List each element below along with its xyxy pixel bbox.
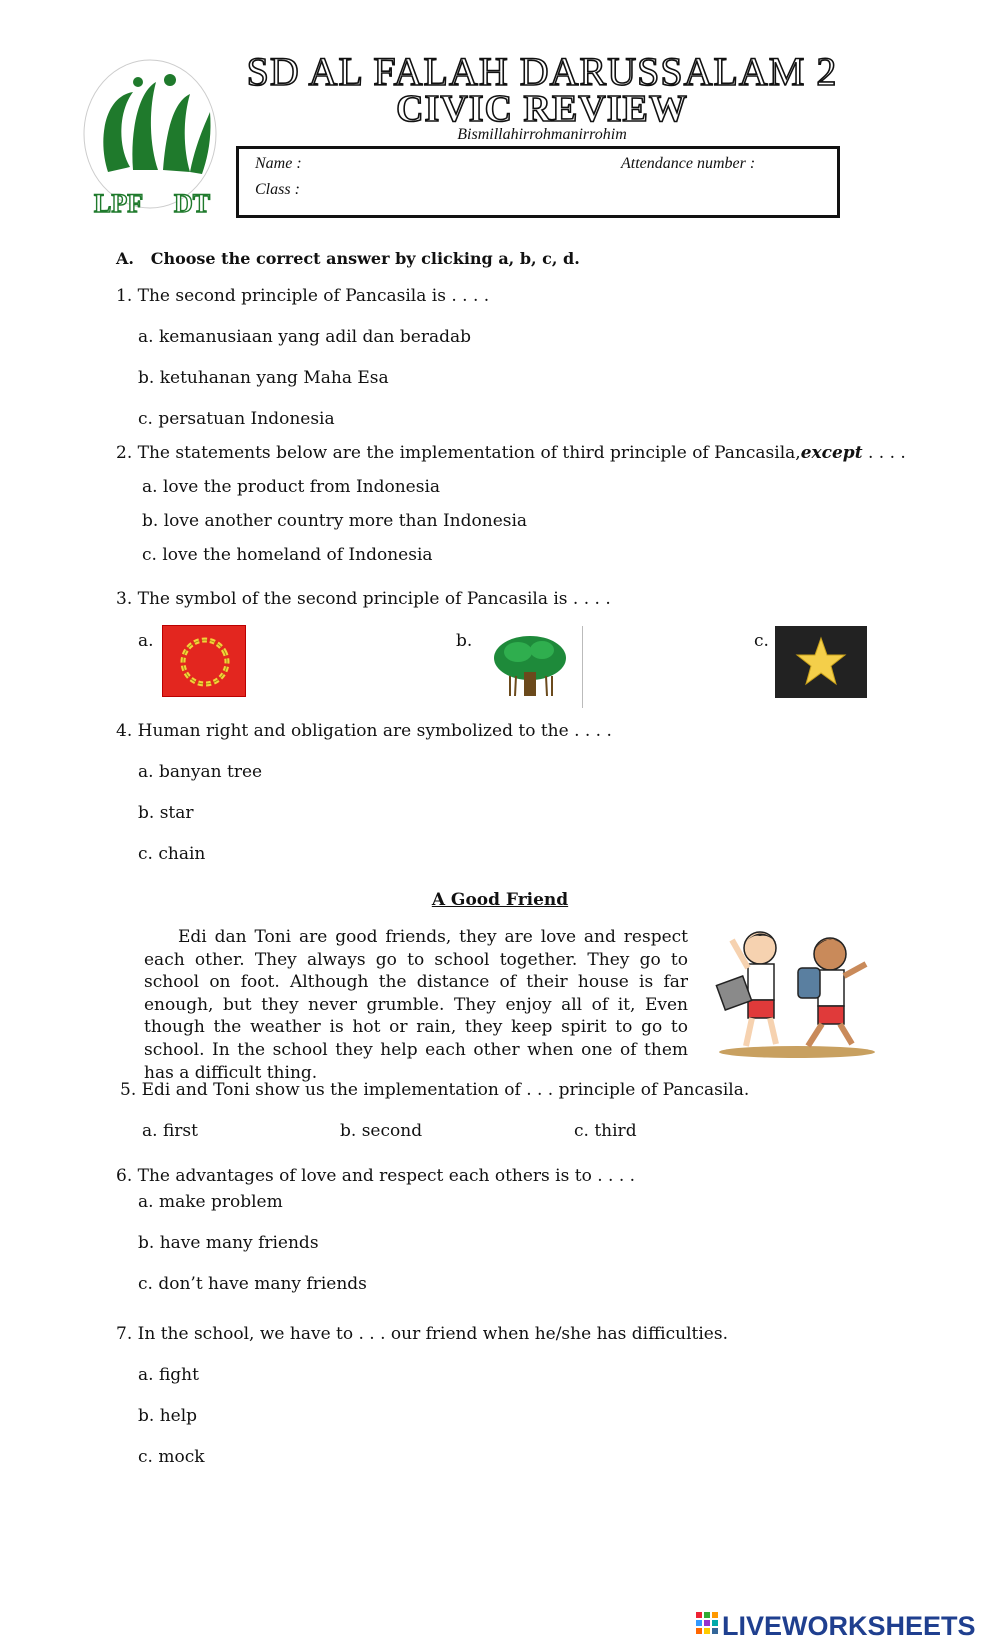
option-letter: c.	[142, 545, 157, 565]
option-letter: b.	[138, 803, 155, 823]
q1-option-b[interactable]	[138, 367, 389, 389]
question-number: 4.	[116, 721, 133, 741]
option-letter: c.	[138, 1274, 153, 1294]
student-info-box	[236, 146, 840, 218]
option-letter: b.	[138, 368, 155, 388]
star-symbol[interactable]	[775, 626, 867, 698]
q4-option-c[interactable]	[138, 843, 205, 865]
option-letter: a.	[138, 762, 154, 782]
option-letter: b.	[138, 1233, 155, 1253]
question-number: 5.	[120, 1080, 137, 1100]
option-text: help	[159, 1406, 198, 1426]
q5-option-b[interactable]	[340, 1120, 422, 1142]
option-letter: a.	[138, 327, 154, 347]
option-text: banyan tree	[158, 762, 263, 782]
section-heading	[116, 248, 580, 270]
option-text: chain	[158, 844, 206, 864]
option-letter: a.	[138, 1192, 154, 1212]
question-text: The statements below are the implementation of third principle of Pancasila,	[137, 443, 801, 463]
option-text: persatuan Indonesia	[158, 409, 335, 429]
option-letter: c.	[138, 844, 153, 864]
question-1	[116, 285, 489, 307]
q3-option-a[interactable]: a.	[138, 631, 154, 651]
q3-option-b[interactable]: b.	[456, 631, 473, 651]
name-label: Name :	[255, 155, 302, 172]
option-text: make problem	[158, 1192, 283, 1212]
footer-brand: LIVEWORKSHEETS	[722, 1611, 976, 1640]
q6-option-b[interactable]	[138, 1232, 319, 1254]
q2-option-c[interactable]	[142, 544, 433, 566]
story-body: Edi dan Toni are good friends, they are love and respect each other. They always go to school together. They go to school on foot. Although the distance of their house is far enough, but they never grumble. They enjoy all of it, Even though the weather is hot or rain, they keep spirit to go to school. In the school they help each other when one of them has a difficult thing.	[144, 927, 688, 1083]
logo-text: LPF	[94, 189, 144, 218]
story-title: A Good Friend	[431, 890, 569, 910]
option-letter: b.	[138, 1406, 155, 1426]
school-logo	[78, 52, 228, 232]
question-text: The advantages of love and respect each others is to . . . .	[137, 1166, 636, 1186]
option-text: mock	[158, 1447, 205, 1467]
logo-text-tail: DT	[174, 189, 211, 218]
q2-option-b[interactable]	[142, 510, 527, 532]
option-letter: b.	[340, 1121, 357, 1141]
option-text: have many friends	[159, 1233, 319, 1253]
page-title: CIVIC REVIEW	[396, 88, 688, 130]
option-letter: b.	[142, 511, 159, 531]
option-text: love the product from Indonesia	[162, 477, 441, 497]
option-text: third	[594, 1121, 637, 1141]
divider	[582, 626, 583, 708]
option-text: kemanusiaan yang adil dan beradab	[158, 327, 471, 347]
question-number: 7.	[116, 1324, 133, 1344]
chain-symbol[interactable]	[162, 625, 246, 697]
attendance-label: Attendance number :	[621, 155, 756, 172]
students-walking-illustration	[712, 918, 882, 1062]
q5-option-a[interactable]	[142, 1120, 198, 1142]
question-text: The symbol of the second principle of Pancasila is . . . .	[137, 589, 611, 609]
question-2	[116, 442, 906, 464]
option-text: ketuhanan yang Maha Esa	[159, 368, 389, 388]
question-emphasis: except	[800, 443, 863, 463]
option-letter: a.	[142, 1121, 158, 1141]
q2-option-a[interactable]	[142, 476, 440, 498]
question-tail: . . . .	[862, 443, 906, 463]
story-text	[144, 926, 688, 1084]
option-text: first	[162, 1121, 198, 1141]
q6-option-a[interactable]	[138, 1191, 283, 1213]
class-label: Class :	[255, 181, 300, 198]
liveworksheets-logo[interactable]	[694, 1606, 994, 1640]
option-letter: c.	[574, 1121, 589, 1141]
question-number: 3.	[116, 589, 133, 609]
q1-option-c[interactable]	[138, 408, 335, 430]
option-letter: a.	[138, 1365, 154, 1385]
question-5	[120, 1079, 749, 1101]
question-text: In the school, we have to . . . our friend when he/she has difficulties.	[137, 1324, 728, 1344]
q7-option-a[interactable]	[138, 1364, 199, 1386]
greeting: Bismillahirrohmanirrohim	[457, 126, 627, 143]
option-letter: c.	[138, 409, 153, 429]
q7-option-b[interactable]	[138, 1405, 197, 1427]
option-text: love the homeland of Indonesia	[162, 545, 433, 565]
q6-option-c[interactable]	[138, 1273, 367, 1295]
question-number: 1.	[116, 286, 133, 306]
section-label: A.	[116, 249, 134, 268]
banyan-tree-symbol[interactable]	[490, 632, 570, 700]
option-text: second	[361, 1121, 423, 1141]
q3-option-c[interactable]: c.	[754, 631, 769, 651]
question-text: Edi and Toni show us the implementation of . . . principle of Pancasila.	[141, 1080, 750, 1100]
option-text: fight	[158, 1365, 199, 1385]
question-7	[116, 1323, 728, 1345]
q5-option-c[interactable]	[574, 1120, 637, 1142]
question-4	[116, 720, 612, 742]
q4-option-b[interactable]	[138, 802, 194, 824]
q1-option-a[interactable]	[138, 326, 471, 348]
question-text: The second principle of Pancasila is . . . .	[137, 286, 490, 306]
question-number: 2.	[116, 443, 133, 463]
question-number: 6.	[116, 1166, 133, 1186]
school-name: SD AL FALAH DARUSSALAM 2	[246, 49, 838, 94]
option-letter: c.	[138, 1447, 153, 1467]
option-text: don’t have many friends	[158, 1274, 367, 1294]
question-6	[116, 1165, 635, 1187]
option-text: star	[159, 803, 194, 823]
section-instruction: Choose the correct answer by clicking a, b, c, d.	[150, 249, 580, 268]
question-3	[116, 588, 611, 610]
q7-option-c[interactable]	[138, 1446, 205, 1468]
option-letter: a.	[142, 477, 158, 497]
q4-option-a[interactable]	[138, 761, 262, 783]
question-text: Human right and obligation are symbolized to the . . . .	[137, 721, 612, 741]
option-text: love another country more than Indonesia	[163, 511, 528, 531]
